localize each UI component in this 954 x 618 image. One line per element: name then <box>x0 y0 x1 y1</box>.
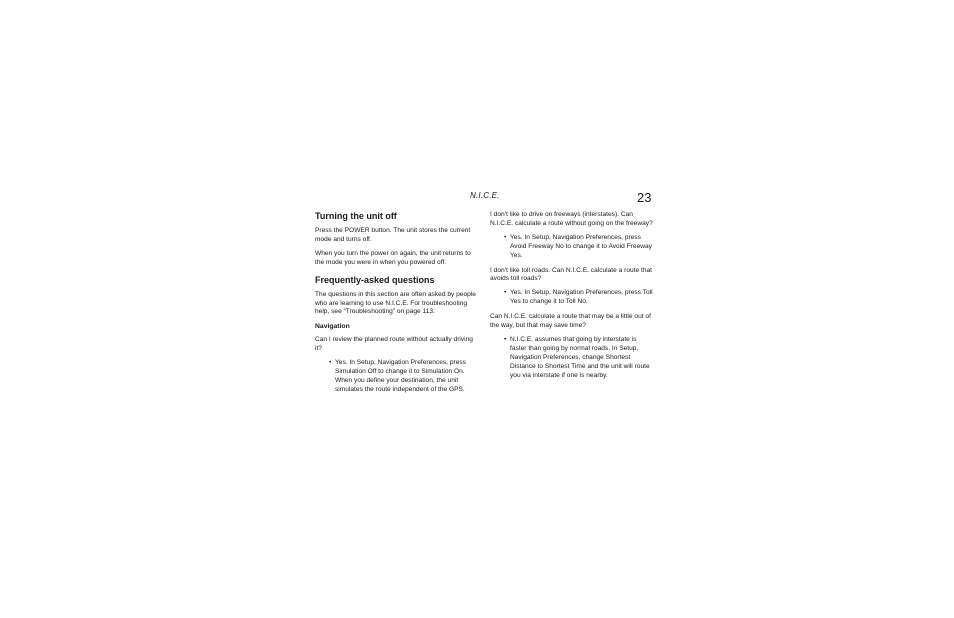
paragraph: When you turn the power on again, the unit returns to the mode you were in when you powered off. <box>315 249 471 266</box>
bullet-icon: • <box>504 233 507 241</box>
question: Can I review the planned route without actually driving it? <box>315 336 473 353</box>
running-head: N.I.C.E. <box>470 191 500 200</box>
answer-bullet <box>490 289 653 307</box>
bullet-icon: • <box>504 289 507 297</box>
section-heading-faq: Frequently-asked questions <box>315 274 435 285</box>
subheading-navigation: Navigation <box>315 323 350 331</box>
paragraph: The questions in this section are often asked by people who are learning to use N.I.C.E. For troubleshooting help, see “Troubleshooting” on page 113. <box>315 290 476 316</box>
answer-text: Yes. In Setup, Navigation Preferences, press Simulation Off to change it to Simulation On. When you define your destination, the unit simulates the route independent of the GPS. <box>335 359 466 393</box>
right-column <box>490 211 653 387</box>
question: I don’t like toll roads. Can N.I.C.E. calculate a route that avoids toll roads? <box>490 266 652 283</box>
answer-text: Yes. In Setup, Navigation Preferences, press Toll Yes to change it to Toll No. <box>510 289 653 306</box>
answer-text: Yes. In Setup, Navigation Preferences, press Avoid Freeway No to change it to Avoid Freeway Yes. <box>510 233 652 259</box>
bullet-icon: • <box>504 335 507 343</box>
answer-bullet <box>315 359 477 395</box>
bullet-icon: • <box>329 359 332 367</box>
section-heading-turning-off: Turning the unit off <box>315 211 397 221</box>
question: I don’t like to drive on freeways (interstates). Can N.I.C.E. calculate a route without going on the freeway? <box>490 211 653 227</box>
question: Can N.I.C.E. calculate a route that may be a little out of the way, but that may save time? <box>490 313 651 330</box>
paragraph: Press the POWER button. The unit stores the current mode and turns off. <box>315 227 471 243</box>
answer-bullet <box>490 234 653 261</box>
page-number: 23 <box>637 190 652 205</box>
left-column <box>315 211 477 401</box>
answer-text: N.I.C.E. assumes that going by interstate is faster than going by normal roads. In Setup, Navigation Preferences, change Shortest Distance to Shortest Time and the unit will route you via interstate if one is nearby. <box>510 335 650 379</box>
answer-bullet <box>490 336 653 381</box>
